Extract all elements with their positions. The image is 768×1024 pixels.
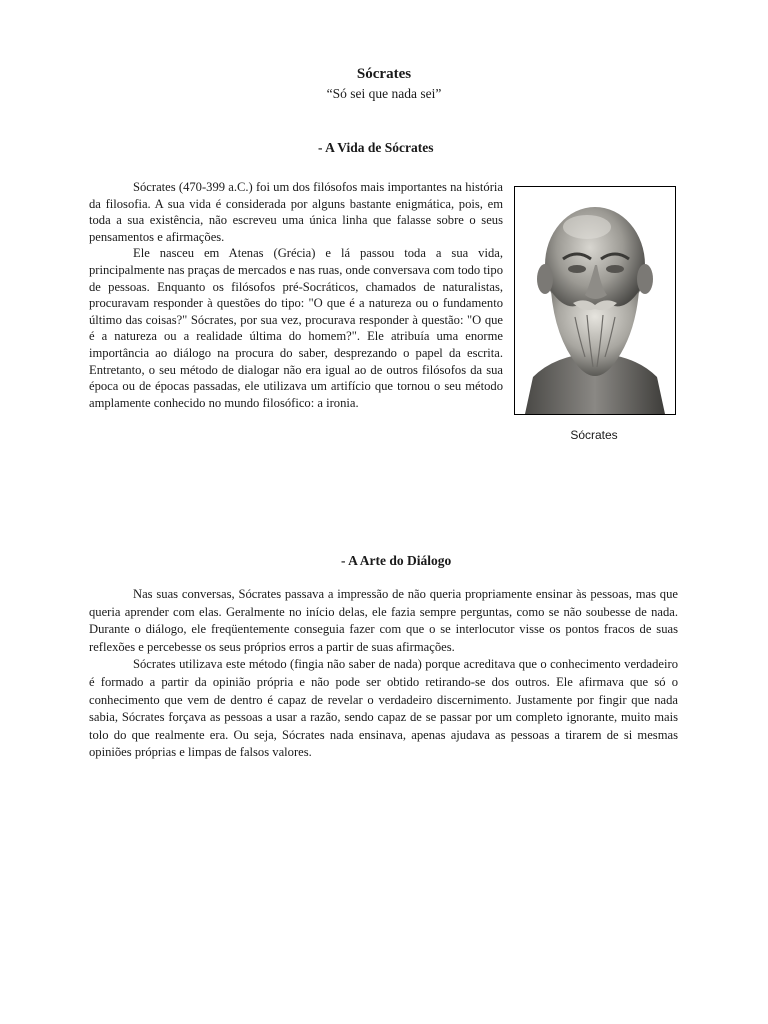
- vida-text-column: [89, 179, 503, 411]
- socrates-portrait: [514, 186, 676, 415]
- section-heading-arte: - A Arte do Diálogo: [341, 553, 452, 568]
- section-heading-vida: - A Vida de Sócrates: [318, 140, 434, 155]
- portrait-caption: Sócrates: [570, 428, 618, 442]
- page-epigraph: “Só sei que nada sei”: [326, 86, 442, 101]
- arte-paragraph-2: Sócrates utilizava este método (fingia não saber de nada) porque acreditava que o conhecimento verdadeiro é formado a partir da opinião própria e não pode ser obtido retirando-se dos outros. Ele afirmava que só o conhecimento que vem de dentro é capaz de revelar o verdadeiro discernimento. Justamente por fingir que nada sabia, Sócrates forçava as pessoas a usar a razão, sendo capaz de se passar por um completo ignorante, muito mais tolo do que realmente era. Ou seja, Sócrates nada ensinava, apenas ajudava as pessoas a tirarem de si mesmas opiniões próprias e limpas de falsos valores.: [89, 657, 678, 760]
- vida-paragraph-1: Sócrates (470-399 a.C.) foi um dos filósofos mais importantes na história da filosofia. A sua vida é considerada por alguns bastante enigmática, pois, em toda a sua existência, não escreveu uma única linha que falasse sobre o seus pensamentos e afirmações.: [89, 180, 503, 244]
- socrates-bust-icon: [515, 187, 675, 414]
- page-title: Sócrates: [356, 66, 412, 82]
- vida-paragraph-2: Ele nasceu em Atenas (Grécia) e lá passou toda a sua vida, principalmente nas praças de mercados e nas ruas, onde conversava com todo tipo de pessoas. Enquanto os filósofos pré-Socráticos, chamados de naturalistas, procuravam responder à questões do tipo: "O que é a natureza ou o fundamento último das coisas?" Sócrates, por sua vez, procurava responder à questão: "O que é a natureza ou a realidade última do homem?". Ele atribuía uma enorme importância ao diálogo na procura do saber, desprezando o papel da escrita. Entretanto, o seu método de dialogar não era igual ao de outros filósofos da sua época ou de épocas passadas, ele utilizava um artifício que tornou o seu método amplamente conhecido no mundo filosófico: a ironia.: [89, 246, 503, 410]
- arte-text-block: [89, 586, 678, 762]
- arte-paragraph-1: Nas suas conversas, Sócrates passava a impressão de não queria propriamente ensinar às pessoas, mas que queria aprender com elas. Geralmente no início delas, ele fazia sempre perguntas, como se não soubesse de nada. Durante o diálogo, ele freqüentemente conseguia fazer com que o se interlocutor visse os pontos fracos de suas reflexões e percebesse os seus próprios erros a partir de suas afirmações.: [89, 587, 678, 654]
